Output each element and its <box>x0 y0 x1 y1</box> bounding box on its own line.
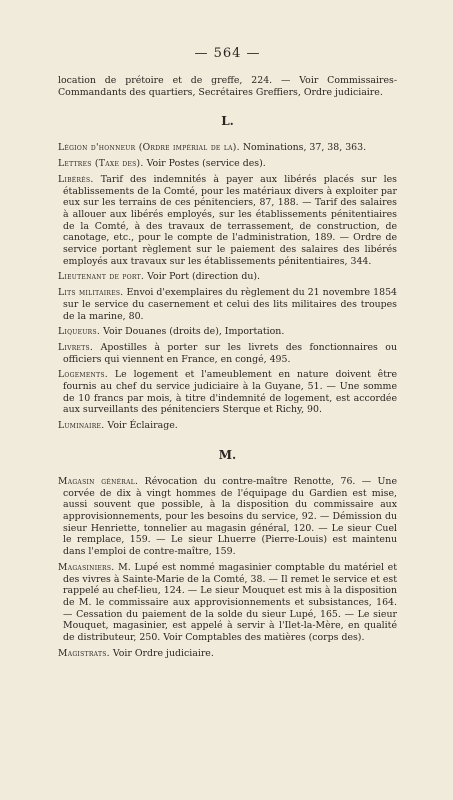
index-entry <box>58 342 397 365</box>
entry-head: Lits militaires. <box>58 287 124 299</box>
entry-head: Liqueurs. <box>58 326 101 338</box>
entry-head: Luminaire. <box>58 420 105 432</box>
entry-text: Apostilles à porter sur les livrets des fonctionnaires ou officiers qui viennent en France, en congé, 495. <box>63 341 397 365</box>
index-entry <box>58 476 397 558</box>
entry-text: Envoi d'exemplaires du règlement du 21 novembre 1854 sur le service du casernement et celui des lits militaires des troupes de la marine, 80. <box>63 287 397 322</box>
index-entry <box>58 174 397 268</box>
entry-head: Légion d'honneur (Ordre impérial de la). <box>58 142 240 154</box>
entry-text: Voir Ordre judiciaire. <box>109 647 214 659</box>
entry-head: Magistrats. <box>58 647 110 659</box>
index-entry <box>58 420 397 432</box>
entry-text: Voir Éclairage. <box>104 420 178 432</box>
entry-head: Lettres (Taxe des). <box>58 158 144 170</box>
index-entry <box>58 287 397 322</box>
index-entry <box>58 326 397 338</box>
entry-text: Voir Port (direction du). <box>144 271 260 283</box>
entry-text: Révocation du contre-maître Renotte, 76. — Une corvée de dix à vingt hommes de l'équipage du Gardien est mise, aussi souvent que possible, à la disposition du commissaire aux approvisionnements, pour les besoins du service, 92. — Démission du sieur Henriette, tonnelier au magasin général, 120. — Le sieur Cuel le remplace, 159. — Le sieur Lhuerre (Pierre-Louis) est maintenu dans l'emploi de contre-maître, 159. <box>63 475 397 558</box>
entry-text: Voir Douanes (droits de), Importation. <box>100 326 285 338</box>
index-entry <box>58 369 397 416</box>
index-entry <box>58 158 397 170</box>
entry-head: Magasiniers. <box>58 561 115 573</box>
continuation-text: location de prétoire et de greffe, 224. — Voir Commissaires-Commandants des quartiers, Secrétaires Greffiers, Ordre judiciaire. <box>58 75 397 98</box>
index-entry <box>58 648 397 660</box>
entry-head: Magasin général. <box>58 475 139 487</box>
entry-head: Libérés. <box>58 173 94 185</box>
entry-text: Tarif des indemnités à payer aux libérés placés sur les établissements de la Comté, pour les matériaux divers à exploiter par eux sur les terrains de ces pénitenciers, 87, 188. — Tarif des salaires à allouer aux libérés employés, sur les établissements pénitentiaires de la Comté, à des travaux de terrassement, de construction, de canotage, etc., pour le compte de l'administration, 189. — Ordre de service portant règlement sur le paiement des salaires des libérés employés aux travaux sur les établissements pénitentiaires, 344. <box>63 173 397 267</box>
entry-head: Livrets. <box>58 341 94 353</box>
page-number: — 564 — <box>194 46 261 61</box>
entry-text: Nominations, 37, 38, 363. <box>239 142 367 154</box>
index-entry <box>58 142 397 154</box>
entry-text: Le logement et l'ameublement en nature doivent être fournis au chef du service judiciaire à la Guyane, 51. — Une somme de 10 francs par mois, à titre d'indemnité de logement, est accordée aux surveillants des pénitenciers Sterque et Richy, 90. <box>63 369 397 416</box>
index-entry <box>58 562 397 644</box>
entry-text: M. Lupé est nommé magasinier comptable du matériel et des vivres à Sainte-Marie de la Comté, 38. — Il remet le service et est rappelé au chef-lieu, 124. — Le sieur Mouquet est mis à la disposition de M. le commissaire aux approvisionnements et subsistances, 164. — Cessation du paiement de la solde du sieur Lupé, 165. — Le sieur Mouquet, magasinier, est appelé à servir à l'Ilet-la-Mère, en qualité de distributeur, 250. Voir Comptables des matières (corps des). <box>63 561 397 644</box>
entry-text: Voir Postes (service des). <box>143 158 266 170</box>
entry-head: Logements. <box>58 369 108 381</box>
section-letter-m: M. <box>218 447 237 462</box>
index-entry <box>58 271 397 283</box>
section-letter-l: L. <box>221 114 234 129</box>
entry-head: Lieutenant de port. <box>58 271 145 283</box>
